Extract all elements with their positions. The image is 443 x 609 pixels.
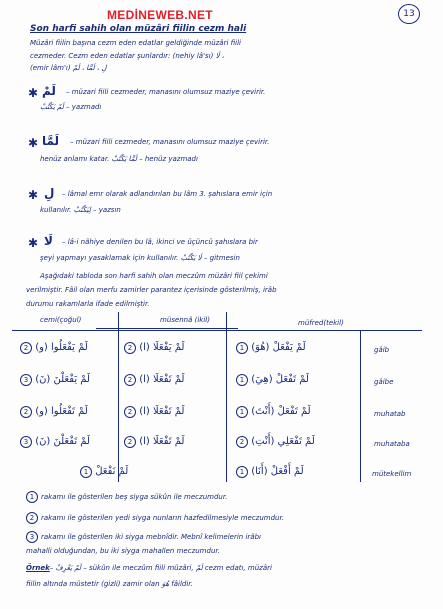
column-header-dual: müsennâ (ikil): [160, 316, 210, 324]
footnote: 3 rakamı ile gösterilen iki siyga mebnîdir. Mebnî kelimelerin irâbı: [26, 531, 261, 543]
table-intro-line: durumu rakamlarla ifade edilmiştir.: [26, 300, 150, 308]
table-cell-single: لَمْ يَفْعَلْ (هُوَ) 1: [236, 342, 306, 354]
item-heading: لَمْ: [42, 84, 56, 98]
table-cell-dual: لَمْ يَفْعَلَا (ا) 2: [124, 342, 184, 354]
intro-line: Müzâri fiilin başına cezm eden edatlar geldiğinde müzâri fiili: [30, 39, 242, 47]
column-header-plural: cemi(çoğul): [40, 316, 82, 324]
site-watermark: MEDİNEWEB.NET: [107, 8, 213, 22]
bullet-star: ✱: [28, 136, 39, 150]
footnote: 1 rakamı ile gösterilen beş siyga sükûn ile meczumdur.: [26, 491, 227, 503]
item-heading: لَا: [44, 234, 53, 248]
table-divider: [226, 312, 227, 482]
example-line: Örnek– لَمْ يَعْرِفْ – sükûn ile meczûm fiili müzâri, لَمْ cezm edatı, müzâri: [26, 564, 272, 572]
table-cell-single: لَمْ أَفْعَلْ (أَنَا) 1: [236, 466, 304, 478]
table-cell-dual: لَمْ تَفْعَلَا (ا) 2: [124, 374, 184, 386]
row-label: gâib: [374, 346, 390, 354]
item-line: – müzari fiili cezmeder, manasını olumsuz maziye çevirir.: [66, 88, 266, 96]
table-cell-dual: لَمْ تَفْعَلَا (ا) 2: [124, 436, 184, 448]
item-line: şeyi yapmayı yasaklamak için kullanılır. لَا يَكْتُبْ – gitmesin: [40, 254, 240, 262]
row-label: muhataba: [374, 440, 410, 448]
table-cell-plural: لَمْ تَفْعَلْنَ (نَ) 3: [20, 436, 90, 448]
table-intro-line: verilmiştir. Fâil olan merfu zamirler parantez içerisinde gösterilmiş, irâb: [26, 286, 277, 294]
item-line: henüz anlamı katar. لَمَّا يَكْتُبْ – henüz yazmadı: [40, 155, 198, 163]
intro-line: cezmeder. Cezm eden edatlar şunlardır: (nehiy lâ'sı) لَا ،: [30, 52, 225, 60]
item-line: لَمْ يَكْتُبْ – yazmadı: [40, 103, 102, 111]
row-label: mütekellim: [372, 470, 412, 478]
footnote-continuation: mahalli olduğundan, bu iki siyga mahallen meczumdur.: [26, 547, 220, 555]
item-line: kullanılır. لِيَكْتُبْ – yazsın: [40, 206, 121, 214]
table-divider: [118, 312, 119, 482]
item-line: – müzari fiili cezmeder, manasını olumsuz maziye çevirir.: [70, 138, 270, 146]
table-rule: [96, 328, 238, 329]
column-header-single: müfred(tekil): [298, 319, 344, 327]
table-intro-line: Aşağıdaki tabloda son harfi sahih olan meczûm müzâri fiil çekimi: [40, 272, 268, 280]
item-heading: لَمَّا: [42, 134, 60, 148]
table-cell-single: لَمْ تَفْعَلِي (أَنْتِ) 2: [236, 436, 315, 448]
bullet-star: ✱: [28, 188, 39, 202]
table-cell-single: لَمْ تَفْعَلْ (أَنْتَ) 1: [236, 406, 311, 418]
page-title: Son harfi sahih olan müzâri fiilin cezm hali: [30, 24, 247, 34]
table-rule: [12, 330, 422, 331]
example-line: fiilin altında müstetir (gizli) zamir olan هُوَ fâildir.: [26, 580, 193, 588]
table-cell-plural: لَمْ يَفْعَلُوا (و) 2: [20, 342, 88, 354]
row-label: muhatab: [374, 410, 406, 418]
intro-line: (emir lâm'ı) لِ ، لَمَّا ، لَمْ: [30, 64, 107, 72]
table-cell-single: لَمْ تَفْعَلْ (هِيَ) 1: [236, 374, 309, 386]
table-divider: [360, 330, 361, 482]
item-line: – lâ-i nâhiye denilen bu lâ, ikinci ve üçüncü şahıslara bir: [62, 238, 258, 246]
table-cell-dual: لَمْ تَفْعَلَا (ا) 2: [124, 406, 184, 418]
table-cell-plural: لَمْ نَفْعَلْ 1: [80, 466, 128, 478]
row-label: gâibe: [374, 378, 394, 386]
table-cell-plural: لَمْ يَفْعَلْنَ (نَ) 3: [20, 374, 90, 386]
footnote: 2 rakamı ile gösterilen yedi siyga nunların hazfedilmesiyle meczumdur.: [26, 512, 284, 524]
table-cell-plural: لَمْ تَفْعَلُوا (و) 2: [20, 406, 88, 418]
item-heading: لِ: [44, 186, 55, 200]
bullet-star: ✱: [28, 86, 39, 100]
bullet-star: ✱: [28, 236, 39, 250]
item-line: – lâmal emr olarak adlandırılan bu lâm 3. şahıslara emir için: [62, 190, 273, 198]
page-number: 13: [398, 4, 420, 24]
